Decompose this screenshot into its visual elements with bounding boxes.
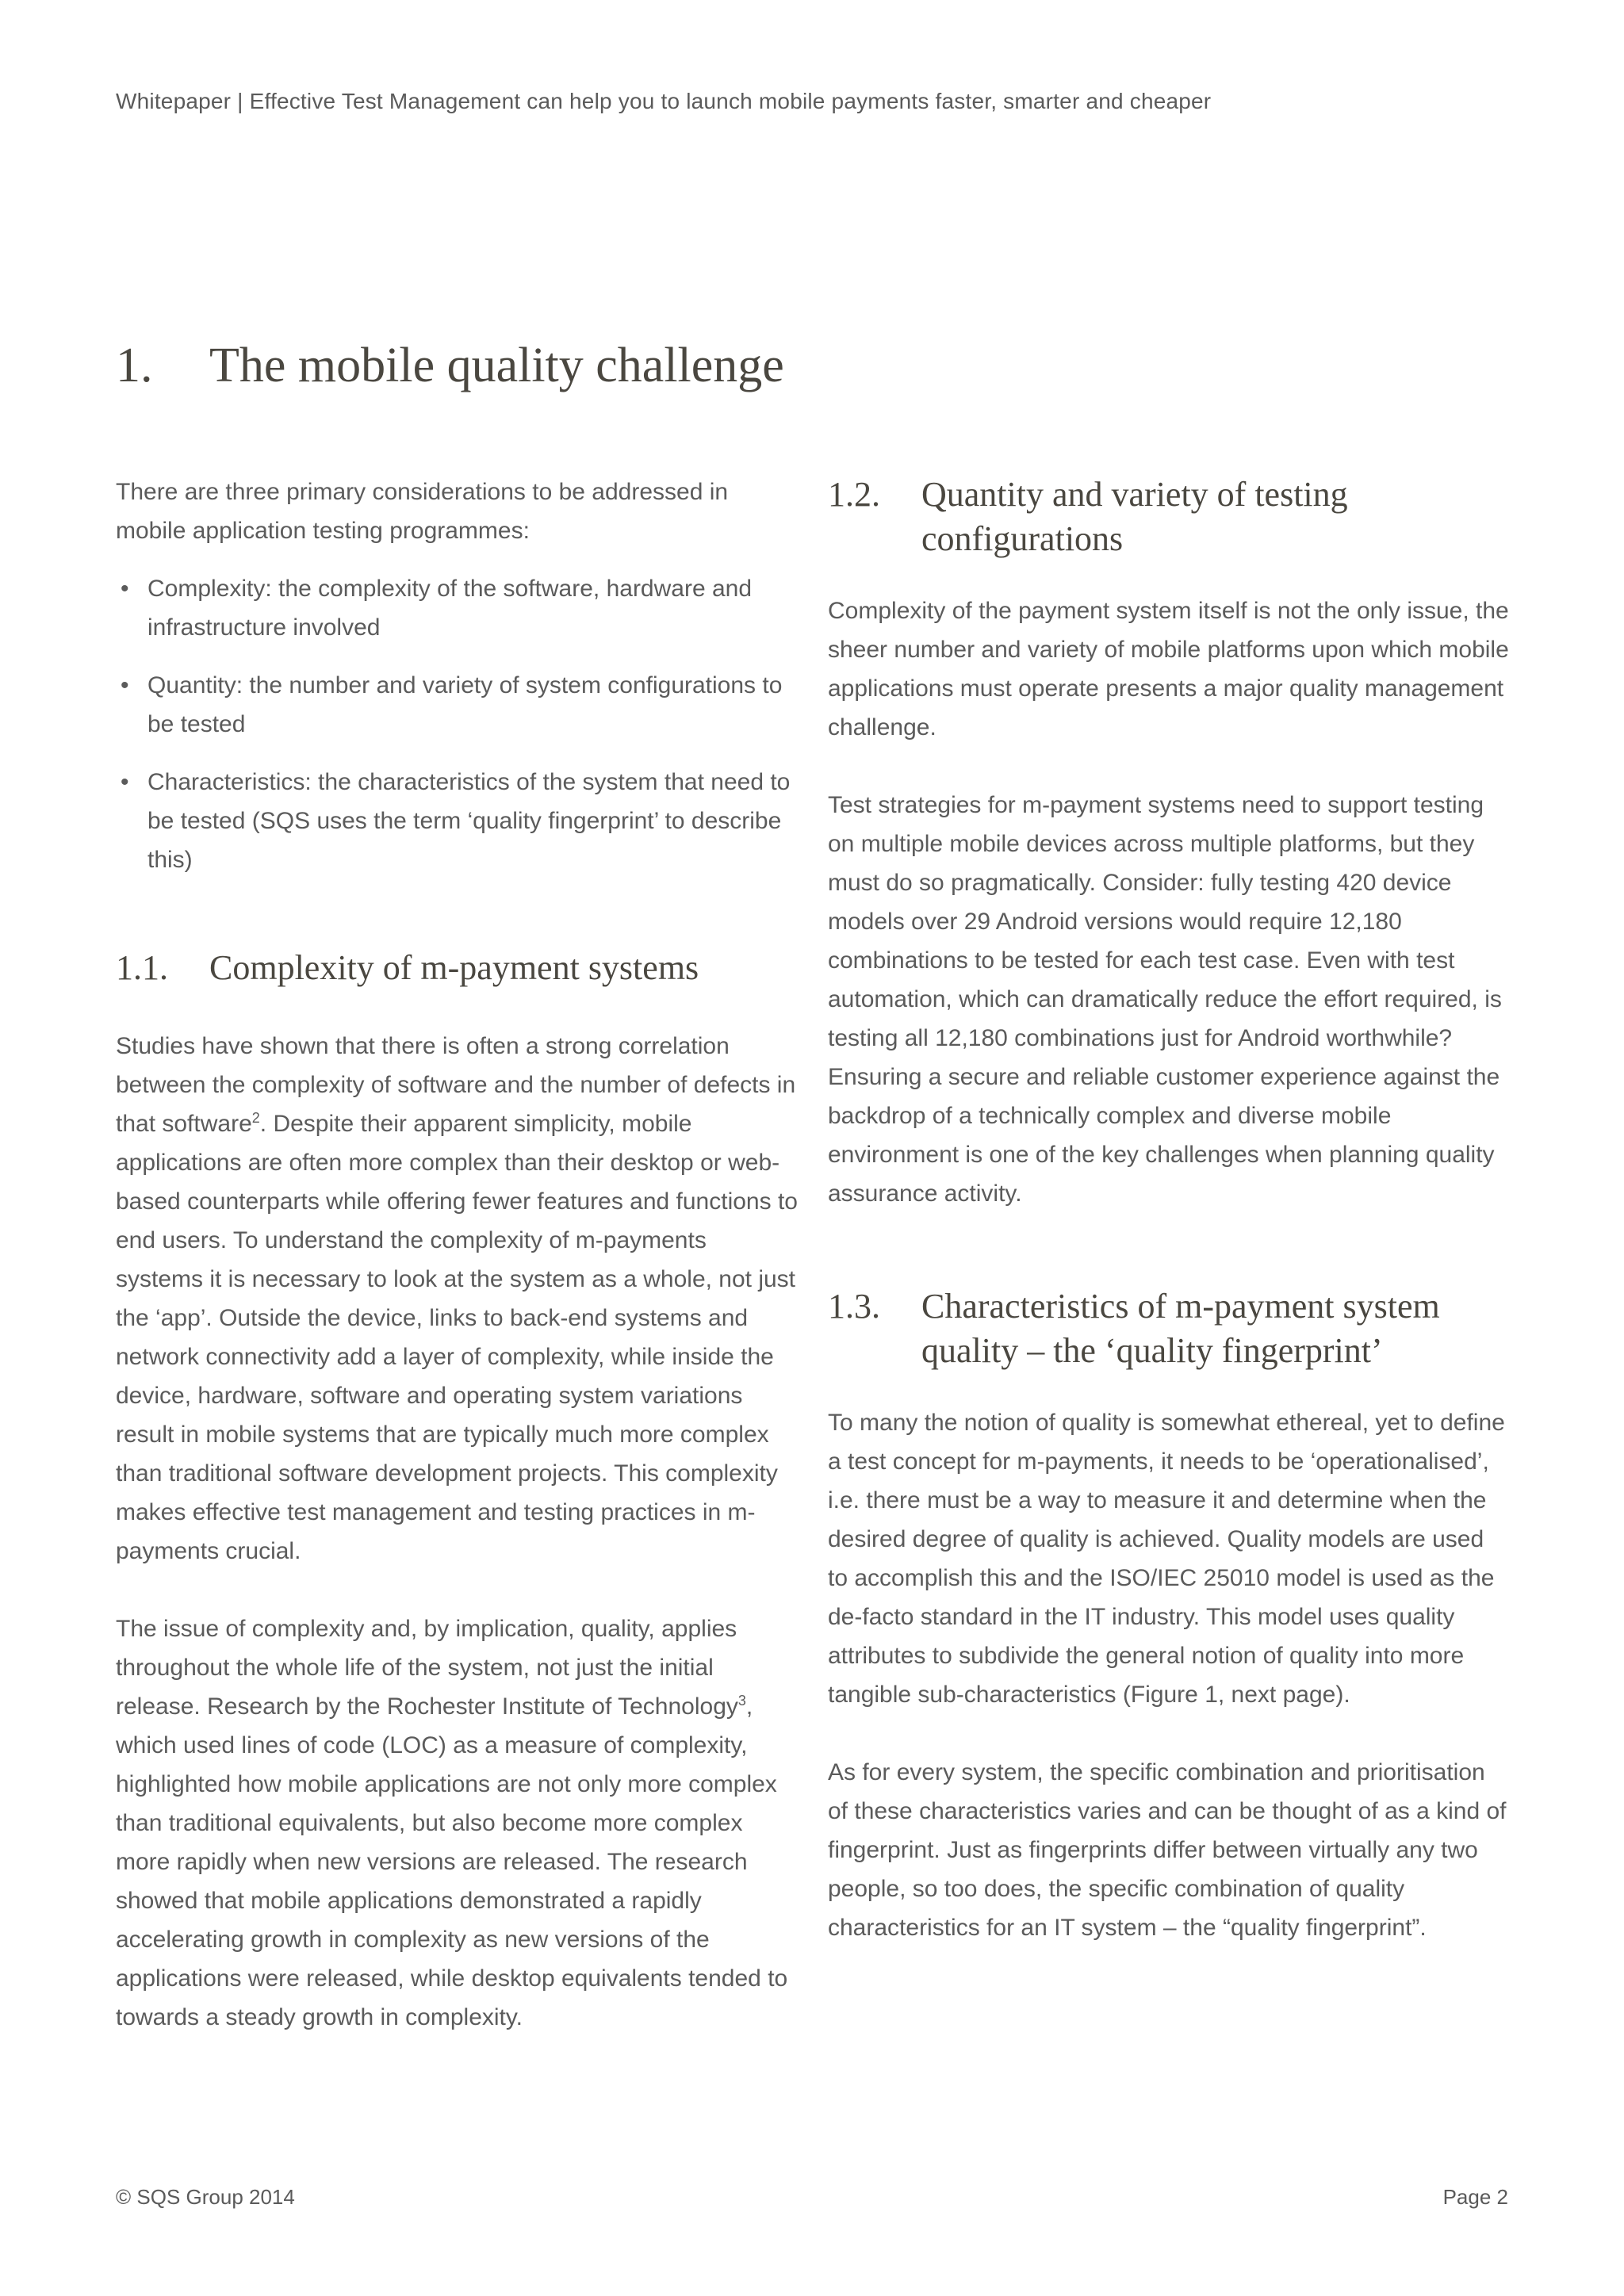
footnote-ref: 2 bbox=[251, 1110, 260, 1126]
section-1-1-number: 1.1. bbox=[116, 948, 168, 987]
bullet-icon: • bbox=[121, 769, 129, 795]
section-1-intro: There are three primary considerations to be addressed in mobile application testing programmes: bbox=[116, 479, 729, 544]
section-1-3-paragraph-1: To many the notion of quality is somewhat ethereal, yet to define a test concept for m-payments, it needs to be ‘operationalised’, i.e. there must be a way to measure it and determine when the desired degree of quality is achieved. Quality models are used to accomplish this and the ISO/IEC 25010 model is used as the de-facto standard in the IT industry. This model uses quality attributes to subdivide the general notion of quality into more tangible sub-characteristics (Figure 1, next page). bbox=[828, 1410, 1505, 1708]
section-1-title: The mobile quality challenge bbox=[209, 339, 784, 392]
paragraph-text: , which used lines of code (LOC) as a measure of complexity, highlighted how mobile applications are not only more complex than traditional equivalents, but also become more complex more rapidly when new versions are released. The research showed that mobile applications demonstrated a rapidly accelerating growth in complexity as new versions of the applications were released, while desktop equivalents tended to towards a steady growth in complexity. bbox=[116, 1693, 788, 2030]
bullet-icon: • bbox=[121, 576, 129, 602]
section-1-1-title: Complexity of m-payment systems bbox=[209, 948, 699, 987]
list-item bbox=[116, 569, 798, 647]
list-item bbox=[116, 666, 798, 744]
section-1-2-paragraph-2: Test strategies for m-payment systems need to support testing on multiple mobile devices across multiple platforms, but they must do so pragmatically. Consider: fully testing 420 device models over 29 Android versions would require 12,180 combinations to be tested for each test case. Even with test automation, which can dramatically reduce the effort required, is testing all 12,180 combinations just for Android worthwhile? Ensuring a secure and reliable customer experience against the backdrop of a technically complex and diverse mobile environment is one of the key challenges when planning quality assurance activity. bbox=[828, 792, 1502, 1207]
section-1-1-paragraph-1 bbox=[116, 1027, 798, 1571]
section-1-3-number: 1.3. bbox=[828, 1287, 880, 1326]
footer-page-number: Page 2 bbox=[1442, 2185, 1508, 2209]
right-column bbox=[828, 473, 1510, 1947]
left-column bbox=[116, 473, 798, 2037]
paragraph-text: The issue of complexity and, by implication, quality, applies throughout the whole life of the system, not just the initial release. Research by the Rochester Institute of Technology bbox=[116, 1616, 738, 1720]
paragraph-text: Studies have shown that there is often a strong correlation between the complexity of software and the number of defects in that software bbox=[116, 1033, 796, 1137]
section-1-1-heading bbox=[116, 946, 798, 990]
section-1-1-paragraph-2 bbox=[116, 1609, 798, 2037]
section-1-3-paragraph-2: As for every system, the specific combination and prioritisation of these characteristics varies and can be thought of as a kind of fingerprint. Just as fingerprints differ between virtually any two people, so too does, the specific combination of quality characteristics for an IT system – the “quality fingerprint”. bbox=[828, 1759, 1507, 1941]
footnote-ref: 3 bbox=[737, 1693, 746, 1709]
section-1-2-heading bbox=[828, 473, 1510, 561]
list-item-text: Characteristics: the characteristics of the system that need to be tested (SQS uses the term ‘quality fingerprint’ to describe this) bbox=[147, 769, 791, 873]
paragraph-text: . Despite their apparent simplicity, mobile applications are often more complex than their desktop or web-based counterparts while offering fewer features and functions to end users. To understand the complexity of m-payments systems it is necessary to look at the system as a whole, not just the ‘app’. Outside the device, links to back-end systems and network connectivity add a layer of complexity, while inside the device, hardware, software and operating system variations result in mobile systems that are typically much more complex than traditional software development projects. This complexity makes effective test management and testing practices in m-payments crucial. bbox=[116, 1111, 798, 1564]
section-1-2-title: Quantity and variety of testing configurations bbox=[921, 475, 1348, 558]
list-item-text: Quantity: the number and variety of system configurations to be tested bbox=[147, 672, 783, 737]
bullet-icon: • bbox=[121, 672, 129, 698]
list-item-text: Complexity: the complexity of the software, hardware and infrastructure involved bbox=[147, 576, 753, 641]
page-header: Whitepaper | Effective Test Management can help you to launch mobile payments faster, smarter and cheaper bbox=[116, 89, 1212, 113]
list-item bbox=[116, 763, 798, 879]
section-1-heading bbox=[116, 338, 784, 394]
section-1-2-number: 1.2. bbox=[828, 475, 880, 514]
section-1-number: 1. bbox=[116, 339, 153, 392]
considerations-list bbox=[116, 569, 798, 879]
section-1-3-title: Characteristics of m-payment system quality – the ‘quality fingerprint’ bbox=[921, 1287, 1440, 1370]
section-1-3-heading bbox=[828, 1284, 1510, 1373]
section-1-2-paragraph-1: Complexity of the payment system itself is not the only issue, the sheer number and variety of mobile platforms upon which mobile applications must operate presents a major quality management challenge. bbox=[828, 598, 1509, 740]
footer-copyright: © SQS Group 2014 bbox=[116, 2185, 295, 2209]
